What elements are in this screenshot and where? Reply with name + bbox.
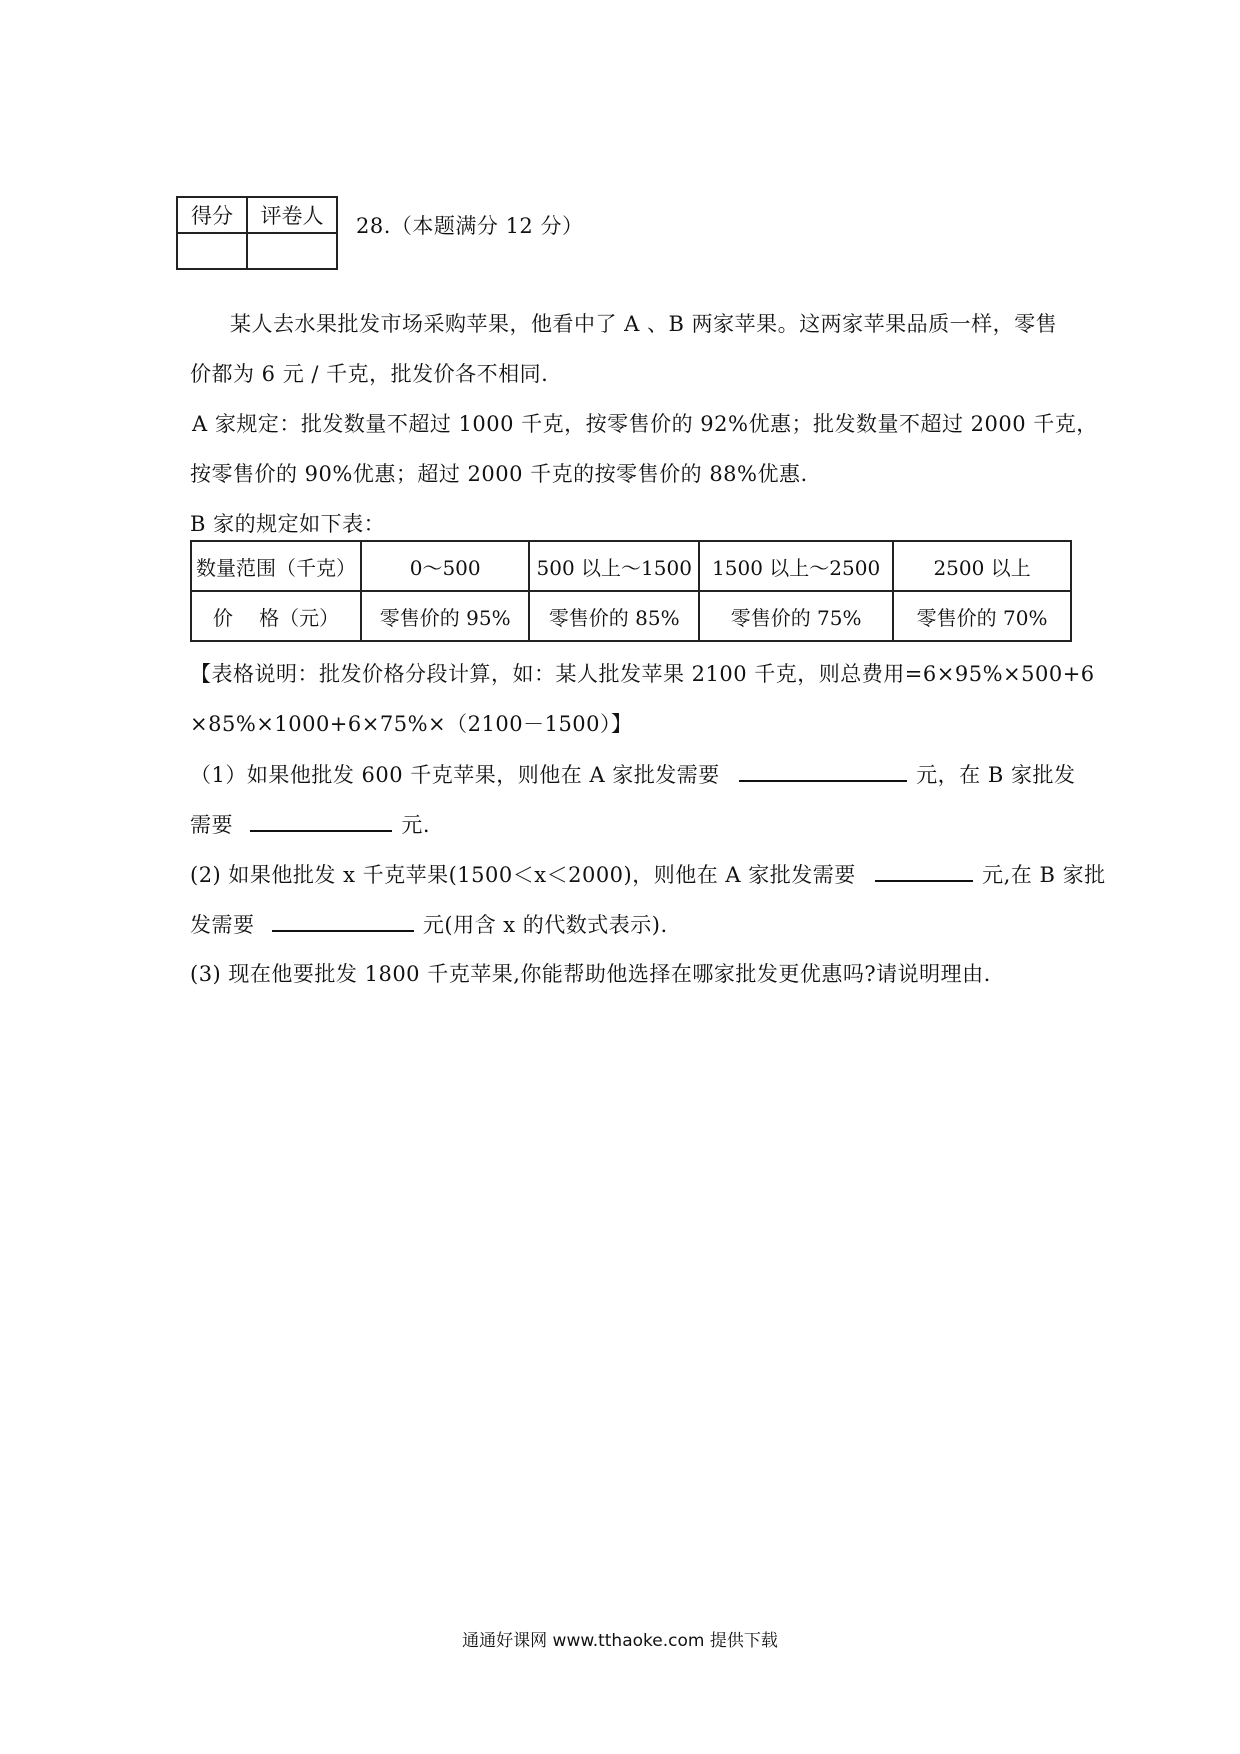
page-footer: 通通好课网 www.tthaoke.com 提供下载 [462, 1631, 778, 1651]
table-cell: 500 以上～1500 [529, 541, 699, 591]
part1-text-b: 元，在 B 家批发 [916, 763, 1076, 787]
part2-text-b: 元,在 B 家批 [982, 863, 1106, 887]
part2-text-d: 元(用含 x 的代数式表示). [422, 913, 668, 937]
score-cell[interactable] [177, 233, 247, 269]
table-cell: 价 格（元） [191, 591, 361, 641]
table-row [191, 541, 1071, 591]
grader-cell[interactable] [247, 233, 337, 269]
a-rule-line-2: 按零售价的 90%优惠；超过 2000 千克的按零售价的 88%优惠. [190, 462, 808, 486]
table-cell: 零售价的 70% [893, 591, 1071, 641]
answer-blank-1b[interactable] [250, 808, 392, 832]
part2-line-1 [190, 858, 1106, 889]
part1-text-d: 元. [401, 813, 431, 837]
table-cell: 2500 以上 [893, 541, 1071, 591]
table-cell: 零售价的 95% [361, 591, 529, 641]
table-cell: 数量范围（千克） [191, 541, 361, 591]
intro-line-2: 价都为 6 元 / 千克，批发价各不相同. [190, 362, 549, 386]
table-row [191, 591, 1071, 641]
question-header: 28.（本题满分 12 分） [356, 214, 584, 238]
table-cell: 1500 以上～2500 [699, 541, 893, 591]
part2-text-a: (2) 如果他批发 x 千克苹果(1500＜x＜2000)，则他在 A 家批发需要 [190, 863, 856, 887]
a-rule-line-1: A 家规定：批发数量不超过 1000 千克，按零售价的 92%优惠；批发数量不超过 2000 千克， [192, 412, 1098, 436]
table-note-line-1: 【表格说明：批发价格分段计算，如：某人批发苹果 2100 千克，则总费用=6×95%×500+6 [190, 662, 1095, 686]
part1-line-2 [190, 808, 430, 839]
part1-text-a: （1）如果他批发 600 千克苹果，则他在 A 家批发需要 [190, 763, 720, 787]
score-label: 得分 [177, 197, 247, 233]
intro-line-1: 某人去水果批发市场采购苹果，他看中了 A 、B 两家苹果。这两家苹果品质一样，零售 [230, 312, 1058, 336]
b-rule-intro: B 家的规定如下表： [190, 512, 386, 536]
grader-label: 评卷人 [247, 197, 337, 233]
table-cell: 0～500 [361, 541, 529, 591]
table-note-line-2: ×85%×1000+6×75%×（2100－1500）】 [190, 712, 633, 736]
part3-line: (3) 现在他要批发 1800 千克苹果,你能帮助他选择在哪家批发更优惠吗?请说明理由. [190, 962, 991, 986]
score-box [176, 196, 338, 270]
answer-blank-2b[interactable] [272, 908, 414, 932]
part1-line-1 [190, 758, 1075, 789]
table-cell: 零售价的 85% [529, 591, 699, 641]
part2-line-2 [190, 908, 668, 939]
b-price-table [190, 540, 1072, 642]
part2-text-c: 发需要 [190, 913, 255, 937]
table-cell: 零售价的 75% [699, 591, 893, 641]
part1-text-c: 需要 [190, 813, 233, 837]
answer-blank-1a[interactable] [739, 758, 907, 782]
answer-blank-2a[interactable] [875, 858, 973, 882]
